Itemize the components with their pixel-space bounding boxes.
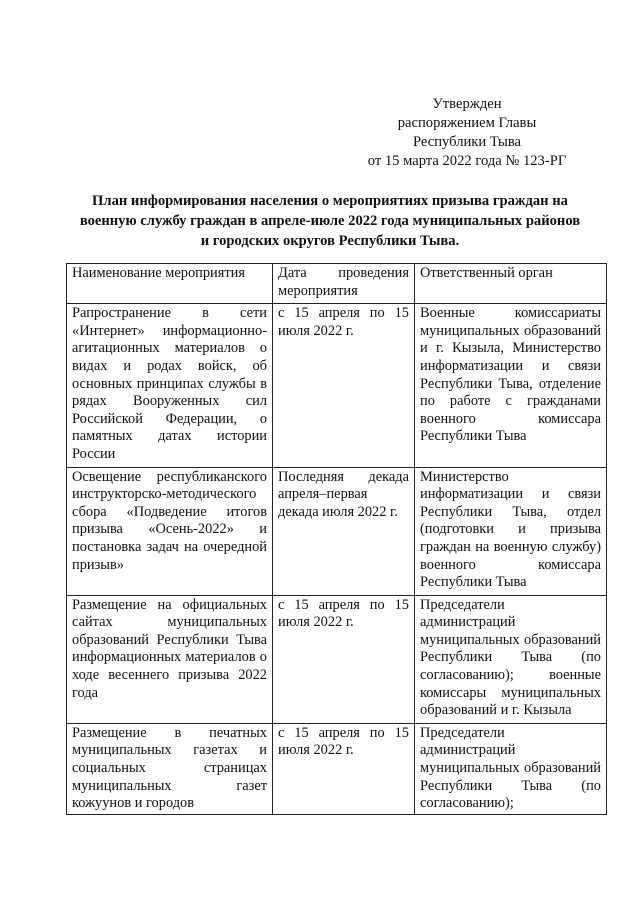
- approval-stamp: [356, 95, 578, 171]
- cell-responsible-text: Председатели администраций муниципальных образований Республики Тыва (по согласованию);: [420, 724, 601, 811]
- cell-date: с 15 апреля по 15 июля 2022 г.: [273, 304, 415, 467]
- title-line: и городских округов Республики Тыва.: [200, 233, 460, 249]
- document-title: [50, 191, 610, 251]
- cell-event: Освещение республиканского инструкторско-методического сбора «Подведение итогов призыва «Осень-2022» и постановка задач на очередной призыв»: [67, 467, 273, 595]
- cell-responsible: [415, 723, 607, 814]
- cell-date: [273, 723, 415, 814]
- table-row: [67, 723, 607, 814]
- title-line: военную службу граждан в апреле-июле 2022 года муниципальных районов: [79, 213, 581, 229]
- cell-event: Рапространение в сети «Интернет» информационно-агитационных материалов о видах и родах войск, об основных принципах службы в рядах Вооруженных сил Российской Федерации, о памятных датах истории России: [67, 304, 273, 467]
- cell-responsible: Председатели администраций муниципальных образований Республики Тыва (по согласованию); военные комиссары муниципальных образований и г. Кызыла: [415, 595, 607, 723]
- header-event: Наименование мероприятия: [67, 264, 273, 304]
- cell-date: Последняя декада апреля–первая декада июля 2022 г.: [273, 467, 415, 595]
- table-header-row: [67, 264, 607, 304]
- plan-table: [66, 263, 607, 815]
- approval-line: распоряжением Главы: [397, 115, 537, 131]
- cell-date-text: с 15 апреля по 15 июля 2022 г.: [278, 724, 409, 759]
- table-row: [67, 304, 607, 467]
- header-date: Дата проведения мероприятия: [273, 264, 415, 304]
- approval-line: Республики Тыва: [412, 134, 522, 150]
- header-responsible: Ответственный орган: [415, 264, 607, 304]
- title-line: План информирования населения о мероприятиях призыва граждан на: [92, 193, 568, 209]
- table-row: [67, 595, 607, 723]
- cell-event: Размещение на официальных сайтах муниципальных образований Республики Тыва информационных материалов о ходе весеннего призыва 2022 года: [67, 595, 273, 723]
- cell-responsible: Военные комиссариаты муниципальных образований и г. Кызыла, Министерство информатизации и связи Республики Тыва, отделение по работе с гражданами военного комиссара Республики Тыва: [415, 304, 607, 467]
- cell-event-text: Размещение в печатных муниципальных газетах и социальных страницах муниципальных газет кожуунов и городов: [72, 724, 267, 811]
- cell-event: [67, 723, 273, 814]
- table-row: [67, 467, 607, 595]
- cell-date: с 15 апреля по 15 июля 2022 г.: [273, 595, 415, 723]
- cell-responsible: Министерство информатизации и связи Республики Тыва, отдел (подготовки и призыва граждан на военную службу) военного комиссара Республики Тыва: [415, 467, 607, 595]
- approval-line: от 15 марта 2022 года № 123-РГ: [367, 153, 567, 169]
- approval-line: Утвержден: [432, 96, 502, 112]
